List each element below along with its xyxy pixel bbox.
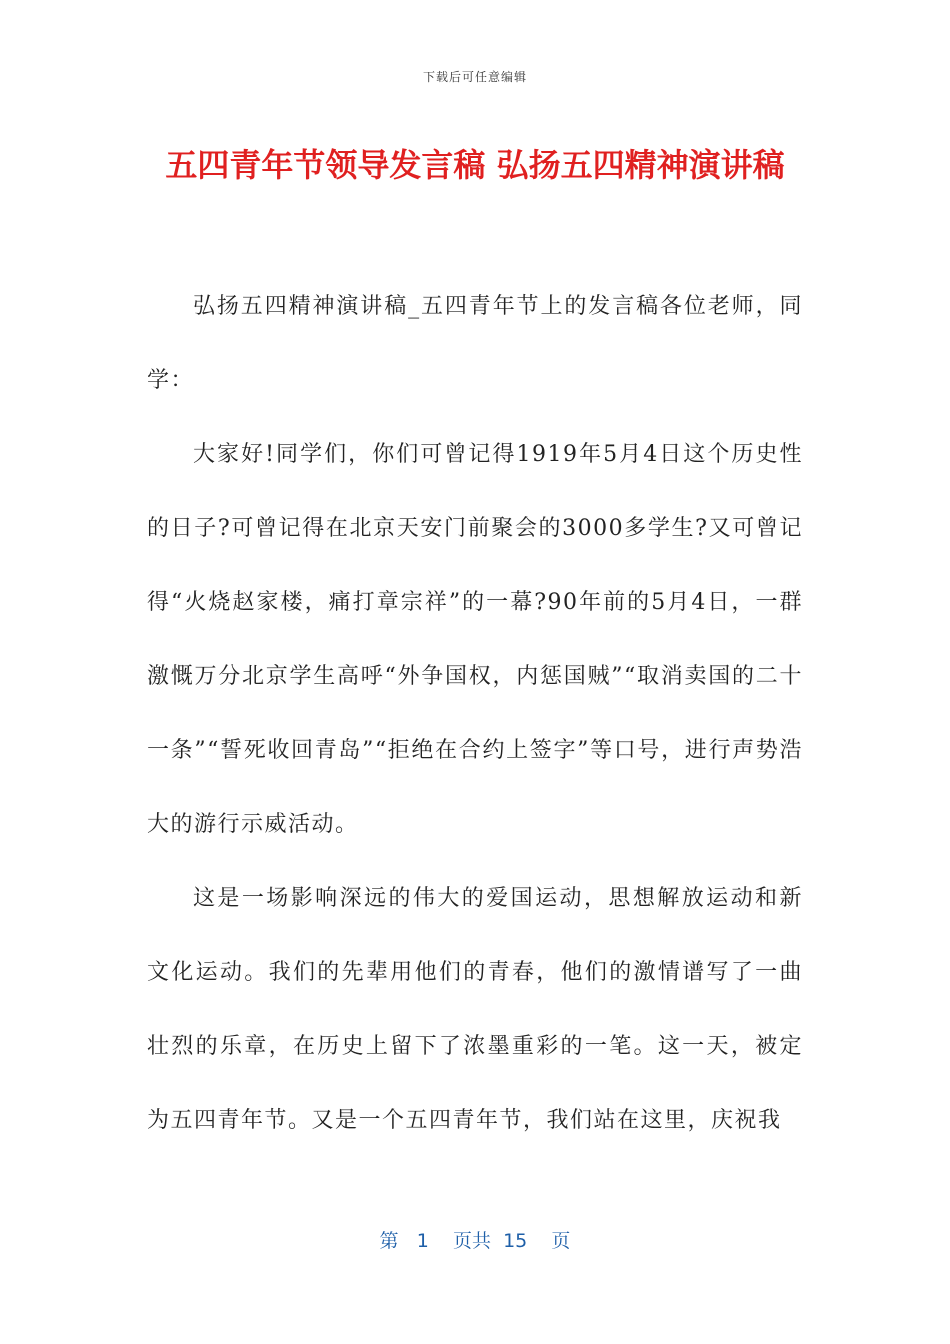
paragraph-3: 这是一场影响深远的伟大的爱国运动，思想解放运动和新文化运动。我们的先辈用他们的青春，他们的激情谱写了一曲壮烈的乐章，在历史上留下了浓墨重彩的一笔。这一天，被定为五四青年节。又是一个五四青年节，我们站在这里，庆祝我 <box>147 886 803 1133</box>
page-suffix: 页 <box>551 1230 571 1252</box>
page-prefix: 第 <box>379 1230 399 1252</box>
header-note: 下载后可任意编辑 <box>422 70 527 84</box>
page-mid: 页共 <box>452 1230 491 1252</box>
document-body <box>147 270 803 1158</box>
paragraph-2: 大家好!同学们，你们可曾记得1919年5月4日这个历史性的日子?可曾记得在北京天安门前聚会的3000多学生?又可曾记得“火烧赵家楼，痛打章宗祥”的一幕?90年前的5月4日，一群激慨万分北京学生高呼“外争国权，内惩国贼”“取消卖国的二十一条”“誓死收回青岛”“拒绝在合约上签字”等口号，进行声势浩大的游行示威活动。 <box>147 442 803 837</box>
document-title: 五四青年节领导发言稿 弘扬五四精神演讲稿 <box>165 146 785 184</box>
total-pages-number: 15 <box>503 1230 528 1252</box>
page-footer <box>0 1226 950 1253</box>
current-page-number: 1 <box>416 1230 429 1252</box>
paragraph-1: 弘扬五四精神演讲稿_五四青年节上的发言稿各位老师，同学： <box>147 294 803 393</box>
